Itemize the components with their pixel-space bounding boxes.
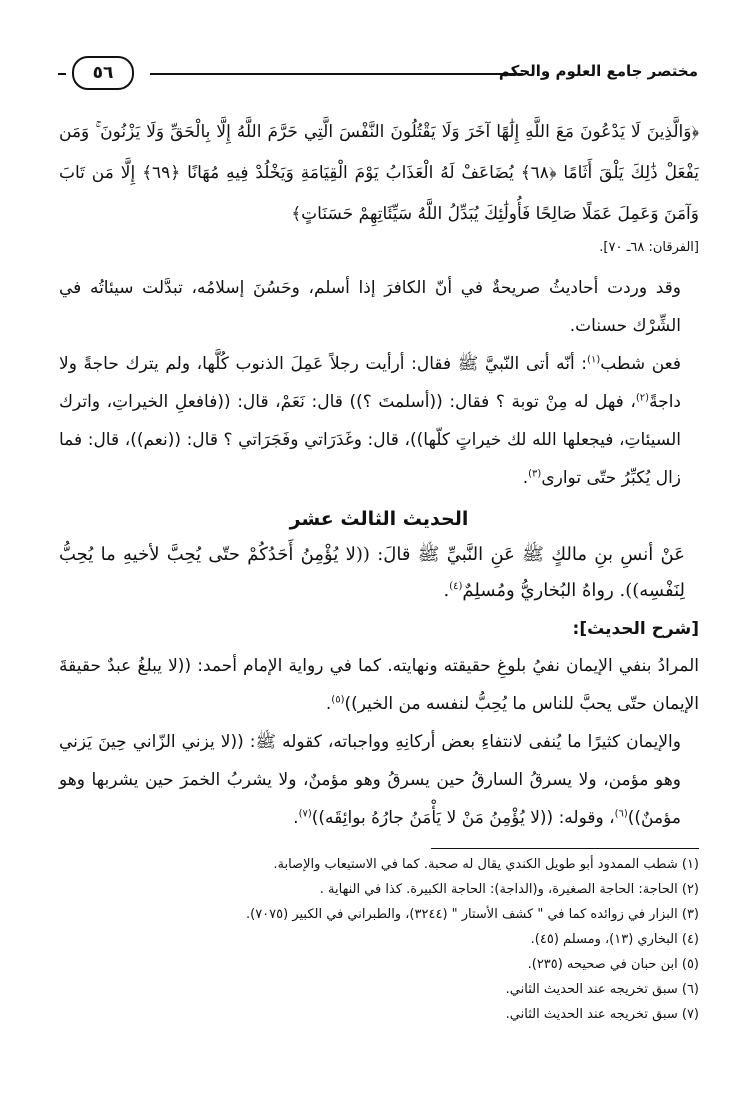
footnote-ref[interactable]: (٣) [528,468,542,480]
paragraph-intro: وقد وردت أحاديثُ صريحةٌ في أنّ الكافرَ إذا أسلم، وحَسُنَ إسلامُه، تبدَّلت سيئاتُه في الشِّرْك حسنات. [59,278,681,336]
text-segment: ، فهل له مِنْ توبة ؟ فقال: ((أسلمتَ ؟)) قال: نَعَمْ، قال: ((فافعلِ الخيراتِ، واترك السيئاتِ، فيجعلها الله لك خيراتٍ كلّها))، قال: وغَدَرَاتي وفَجَرَاتي ؟ قال: ((نعم))، قال: فما زال يُكبِّرُ حتّى توارى [59,392,681,488]
paragraph-shatab [59,345,699,497]
footnote-divider [431,848,699,849]
footnote-item: (٥) ابن حبان في صحيحه (٢٣٥). [527,957,699,972]
footnote-item: (٤) البخاري (١٣)، ومسلم (٤٥). [530,932,699,947]
footnote-ref[interactable]: (١) [587,354,601,366]
main-text [59,112,699,837]
quran-verse: ﴿وَالَّذِينَ لَا يَدْعُونَ مَعَ اللَّهِ إِلَٰهًا آخَرَ وَلَا يَقْتُلُونَ النَّفْسَ الَّتِي حَرَّمَ اللَّهُ إِلَّا بِالْحَقِّ وَلَا يَزْنُونَ ۚ وَمَن يَفْعَلْ ذَٰلِكَ يَلْقَ أَثَامًا ﴿٦٨﴾ يُضَاعَفْ لَهُ الْعَذَابُ يَوْمَ الْقِيَامَةِ وَيَخْلُدْ فِيهِ مُهَانًا ﴿٦٩﴾ إِلَّا مَن تَابَ وَآمَنَ وَعَمِلَ عَمَلًا صَالِحًا فَأُولَٰئِكَ يُبَدِّلُ اللَّهُ سَيِّئَاتِهِمْ حَسَنَاتٍ﴾ [59,122,699,224]
text-segment: عَنْ أنسِ بنِ مالكٍ ﷺ عَنِ النَّبيِّ ﷺ قالَ: ((لا يُؤْمِنُ أَحَدُكُمْ حتّى يُحِبَّ لأخيهِ ما يُحِبُّ لِنَفْسِه)). رواهُ البُخاريُّ ومُسلِمٌ [59,544,685,601]
text-segment: . [325,694,332,714]
footnote-ref[interactable]: (٤) [449,581,463,592]
text-segment: والإيمان كثيرًا ما يُنفى لانتفاءِ بعض أركانِهِ وواجباته، كقوله ﷺ: ((لا يزني الزّاني حِينَ يَزني وهو مؤمن، ولا يسرقُ السارقُ حين يسرقُ وهو مؤمنٌ، ولا يشربُ الخمرَ حين يشربها وهو مؤمنٌ)) [59,732,681,828]
text-segment: . [522,468,529,488]
header-dash [58,73,66,75]
text-segment: . [293,808,299,828]
verse-citation: [الفرقان: ٦٨ـ ٧٠]. [599,240,699,255]
hadith-text [59,537,699,609]
commentary-label: [شرح الحديث]: [572,619,699,639]
footnote-ref[interactable]: (٢) [635,392,650,404]
footnote-item: (٢) الحاجة: الحاجة الصغيرة، و(الداجة): الحاجة الكبيرة. كذا في النهاية . [319,882,699,897]
footnote-item: (٧) سبق تخريجه عند الحديث الثاني. [505,1007,699,1022]
commentary-paragraph-2 [59,723,699,837]
footnote-item: (٣) البزار في زوائده كما في " كشف الأستار " (٣٢٤٤)، والطبراني في الكبير (٧٠٧٥). [245,907,699,922]
footnote-ref[interactable]: (٦) [614,808,628,820]
text-segment: : أنّه أتى النّبيَّ ﷺ فقال: أرأيت رجلاً عَمِلَ الذنوب كُلَّها، ولم يترك حاجةً ولا داجةً [59,354,681,412]
footnote-ref[interactable]: (٥) [331,694,345,706]
running-title: مختصر جامع العلوم والحكم [498,62,698,80]
header-rule [150,73,523,75]
footnote-item: (٦) سبق تخريجه عند الحديث الثاني. [505,982,699,997]
hadith-heading: الحديث الثالث عشر [289,508,469,530]
text-segment: . [443,580,450,601]
text-segment: المرادُ بنفي الإيمان نفيُ بلوغِ حقيقته ونهايته. كما في رواية الإمام أحمد: ((لا يبلغُ عبدٌ حقيقةَ الإيمان حتّى يحبَّ للناس ما يُحِبُّ لنفسه من الخير)) [59,656,699,714]
footnote-ref[interactable]: (٧) [298,808,312,820]
footnotes-list [59,852,699,1027]
footnote-item: (١) شطب الممدود أبو طويل الكندي يقال له صحبة. كما في الاستيعاب والإصابة. [273,857,699,872]
page-header [58,58,698,92]
commentary-paragraph-1 [59,647,699,723]
text-segment: فعن شطب [600,354,681,374]
page-number: ٥٦ [72,56,134,90]
text-segment: ، وقوله: ((لا يُؤْمِنُ مَنْ لا يَأْمَنُ جارُهُ بوائِقَه)) [311,808,615,828]
